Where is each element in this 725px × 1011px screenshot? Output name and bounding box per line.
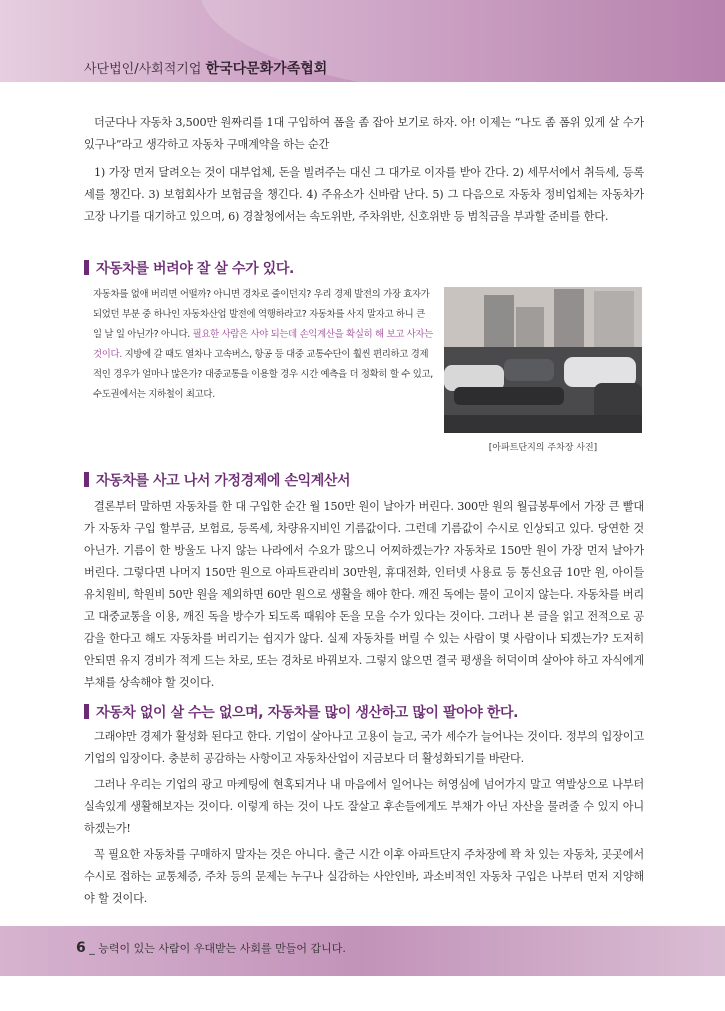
- section-heading-1: [84, 258, 294, 278]
- section-heading-2: [84, 470, 350, 490]
- intro-paragraph-1: 더군다나 자동차 3,500만 원짜리를 1대 구입하여 폼을 좀 잡아 보기로 하자. 아! 이제는 “나도 좀 폼위 있게 살 수가 있구나”라고 생각하고 자동차 구매계약을 하는 순간: [84, 116, 644, 151]
- section-title-2: 자동차를 사고 나서 가정경제에 손익계산서: [96, 473, 351, 489]
- org-prefix: 사단법인/사회적기업: [84, 62, 202, 77]
- section-heading-3: [84, 702, 518, 722]
- heading-bar: [84, 704, 89, 719]
- section3-paragraph-2: 그러나 우리는 기업의 광고 마케팅에 현혹되거나 내 마음에서 일어나는 허영심에 넘어가지 말고 역발상으로 나부터 실속있게 생활해보자는 것이다. 이렇게 하는 것이 나도 잘살고 후손들에게도 부채가 아닌 자산을 물려줄 수 있지 아니하겠는가!: [84, 778, 644, 835]
- section2-body: [84, 496, 644, 694]
- photo-caption: [아파트단지의 주차장 사진]: [488, 443, 598, 453]
- page-number: 6: [76, 940, 86, 956]
- intro-paragraph-2: 1) 가장 먼저 달려오는 것이 대부업체, 돈을 빌려주는 대신 그 대가로 이자를 받아 간다. 2) 세무서에서 취득세, 등록세를 챙긴다. 3) 보험회사가 보험금을 챙긴다. 4) 주유소가 신바람 난다. 5) 그 다음으로 자동차 정비업체는 자동차가 고장 나기를 대기하고 있으며, 6) 경찰청에서는 속도위반, 주차위반, 신호위반 등 범칙금을 부과할 준비를 한다.: [84, 166, 644, 223]
- section-title-3: 자동차 없이 살 수는 없으며, 자동차를 많이 생산하고 많이 팔아야 한다.: [96, 705, 519, 721]
- organization-name: [84, 58, 327, 78]
- section1-text-part1: 자동차를 없애 버리면 어떨까? 아니면 경차로 줄이던지? 우리 경제 발전의 가장 효자가 되었던 부분 중 하나인 자동차산업 발전에 역행하라고? 자동차를 사지 말자고 하니 큰일 날 일 아닌가? 아니다.: [93, 289, 430, 340]
- footer-tagline: _ 능력이 있는 사람이 우대받는 사회를 만들어 갑니다.: [89, 942, 346, 955]
- heading-bar: [84, 472, 89, 487]
- parking-lot-photo: [444, 287, 642, 433]
- intro-section: [84, 112, 644, 228]
- section1-text-part2: 지방에 갈 때도 열차나 고속버스, 항공 등 대중 교통수단이 훨씬 편리하고 경제적인 경우가 얼마나 많은가? 대중교통을 이용할 경우 시간 예측을 더 정확히 할 수 있고, 수도권에서는 지하철이 최고다.: [93, 349, 433, 400]
- parking-lot-illustration: [444, 287, 642, 433]
- org-title: 한국다문화가족협회: [205, 61, 328, 77]
- footer-text: [76, 940, 346, 956]
- section3-paragraph-1: 그래야만 경제가 활성화 된다고 한다. 기업이 살아나고 고용이 늘고, 국가 세수가 늘어나는 것이다. 정부의 입장이고 기업의 입장이다. 충분히 공감하는 사항이고 자동차산업이 지금보다 더 활성화되기를 바란다.: [84, 730, 644, 765]
- page-footer: [0, 926, 725, 976]
- section1-text: [93, 285, 433, 405]
- section3-paragraph-3: 꼭 필요한 자동차를 구매하지 말자는 것은 아니다. 출근 시간 이후 아파트단지 주차장에 꽉 차 있는 자동차, 곳곳에서 수시로 접하는 교통체증, 주차 등의 문제는 누구나 실감하는 사안인바, 과소비적인 자동차 구입은 나부터 먼저 지양해야 할 것이다.: [84, 848, 644, 905]
- page-header: [0, 0, 725, 82]
- section2-paragraph: 결론부터 말하면 자동차를 한 대 구입한 순간 월 150만 원이 날아가 버린다. 300만 원의 월급봉투에서 가장 큰 빨대가 자동차 구입 할부금, 보험료, 등록세, 차량유지비인 기름값이다. 그런데 기름값이 수시로 인상되고 있다. 당연한 것 아닌가. 기름이 한 방울도 나지 않는 나라에서 수요가 많으니 어찌하겠는가? 자동차로 150만 원이 가장 먼저 날아가 버린다. 그렇다면 나머지 150만 원으로 아파트관리비 30만원, 휴대전화, 인터넷 사용료 등 통신요금 10만 원, 아이들 유치원비, 학원비 50만 원을 제외하면 60만 원으로 생활을 해야 한다. 깨진 독에는 물이 고이지 않는다. 자동차를 버리고 대중교통을 이용, 깨진 독을 방수가 되도록 때워야 돈을 모을 수가 있다는 것이다. 그러나 본 글을 읽고 전적으로 공감을 한다고 해도 자동차를 버리기는 쉽지가 않다. 실제 자동차를 버릴 수 있는 사람이 몇 사람이나 되겠는가? 도저히 안되면 유지 경비가 적게 드는 차로, 또는 경차로 바꿔보자. 그렇지 않으면 결국 평생을 허덕이며 살아야 하고 자식에게 부채를 상속해야 할 것이다.: [84, 500, 644, 689]
- section1-highlight: 필요한 사람은 사야 되는데 손익계산을 확실히 해 보고 사자는 것이다.: [93, 329, 433, 360]
- heading-bar: [84, 260, 89, 275]
- section3-body: [84, 726, 644, 910]
- section-title-1: 자동차를 버려야 잘 살 수가 있다.: [96, 261, 294, 277]
